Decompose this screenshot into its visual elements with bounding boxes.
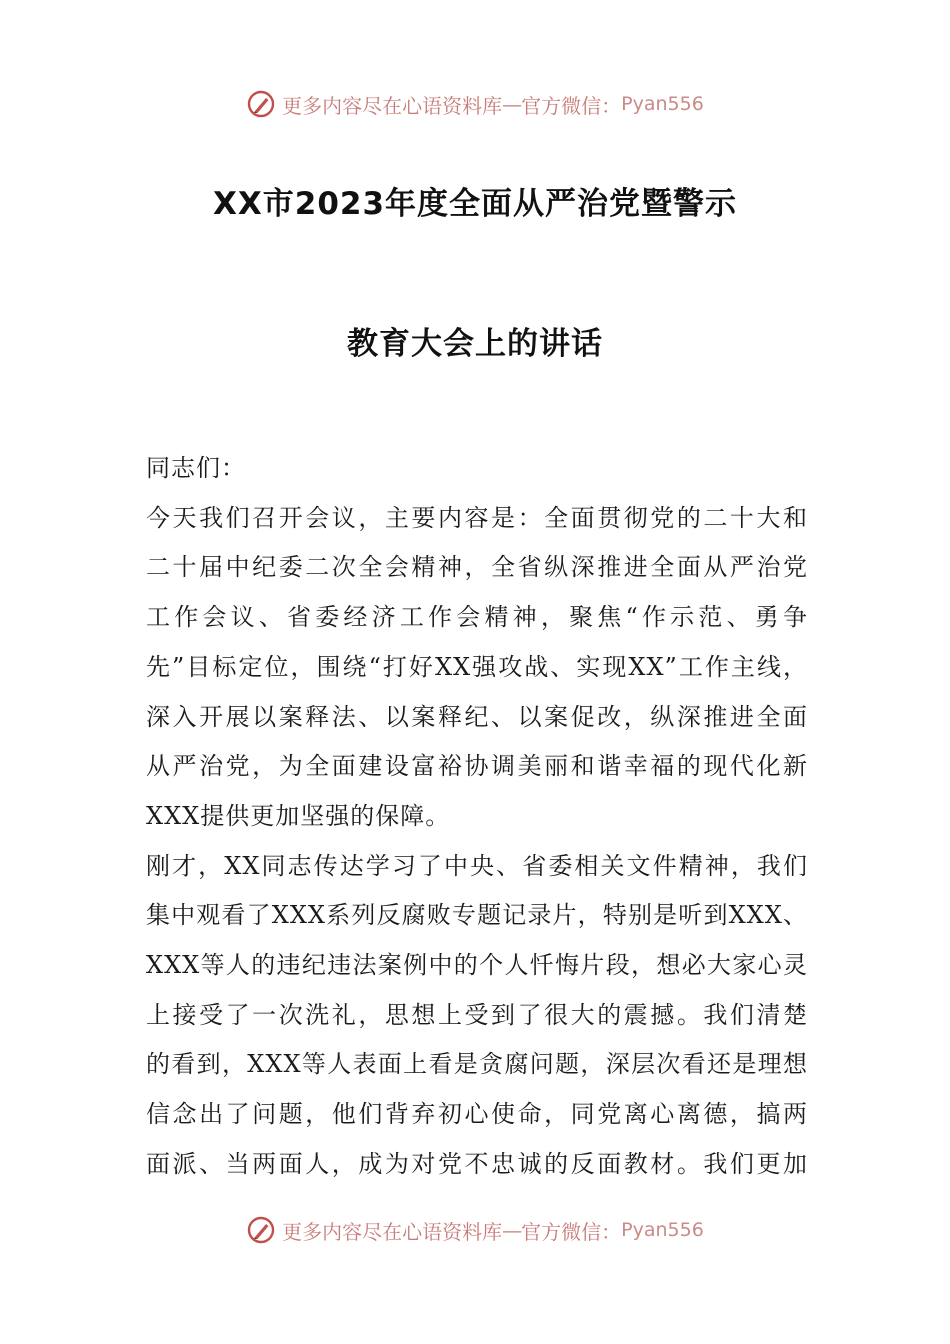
body-line: 先”目标定位，围绕“打好XX强攻战、实现XX”工作主线，: [146, 652, 808, 681]
body-line: 面派、当两面人，成为对党不忠诚的反面教材。我们更加: [146, 1149, 808, 1178]
body-line: XXX等人的违纪违法案例中的个人忏悔片段，想必大家心灵: [146, 951, 808, 980]
body-line: 信念出了问题，他们背弃初心使命，同党离心离德，搞两: [146, 1100, 808, 1129]
watermark-wechat-label: 官方微信：: [521, 93, 622, 118]
body-line: 刚才，XX同志传达学习了中央、省委相关文件精神，我们: [146, 851, 808, 880]
watermark-header: [0, 82, 950, 126]
body-line: 上接受了一次洗礼，思想上受到了很大的震撼。我们清楚: [146, 1000, 808, 1029]
document-body: [146, 444, 808, 1190]
watermark-separator: —: [502, 92, 522, 116]
watermark-wechat-label: 官方微信：: [521, 1219, 622, 1244]
body-line: XXX提供更加坚强的保障。: [146, 801, 451, 830]
watermark-separator: —: [502, 1218, 522, 1242]
watermark-site-text: 更多内容尽在心语资料库: [282, 93, 503, 118]
pen-logo-icon: [246, 1215, 276, 1245]
body-line: 工作会议、省委经济工作会精神，聚焦“作示范、勇争: [146, 603, 808, 632]
body-line: 集中观看了XXX系列反腐败专题记录片，特别是听到XXX、: [146, 901, 808, 930]
watermark-wechat-id: Pyan556: [621, 1219, 704, 1241]
body-line: 今天我们召开会议，主要内容是：全面贯彻党的二十大和: [146, 503, 808, 532]
body-line: 二十届中纪委二次全会精神，全省纵深推进全面从严治党: [146, 553, 808, 582]
watermark-site-text: 更多内容尽在心语资料库: [282, 1219, 503, 1244]
body-line: 从严治党，为全面建设富裕协调美丽和谐幸福的现代化新: [146, 752, 808, 781]
body-line: 的看到，XXX等人表面上看是贪腐问题，深层次看还是理想: [146, 1050, 808, 1079]
watermark-wechat-id: Pyan556: [621, 93, 704, 115]
document-title-line-1: XX市2023年度全面从严治党暨警示: [212, 186, 738, 222]
document-title-line-2: 教育大会上的讲话: [347, 326, 603, 362]
watermark-footer: [0, 1208, 950, 1252]
body-line: 深入开展以案释法、以案释纪、以案促改，纵深推进全面: [146, 702, 808, 731]
pen-logo-icon: [246, 89, 276, 119]
salutation: 同志们：: [146, 454, 246, 482]
